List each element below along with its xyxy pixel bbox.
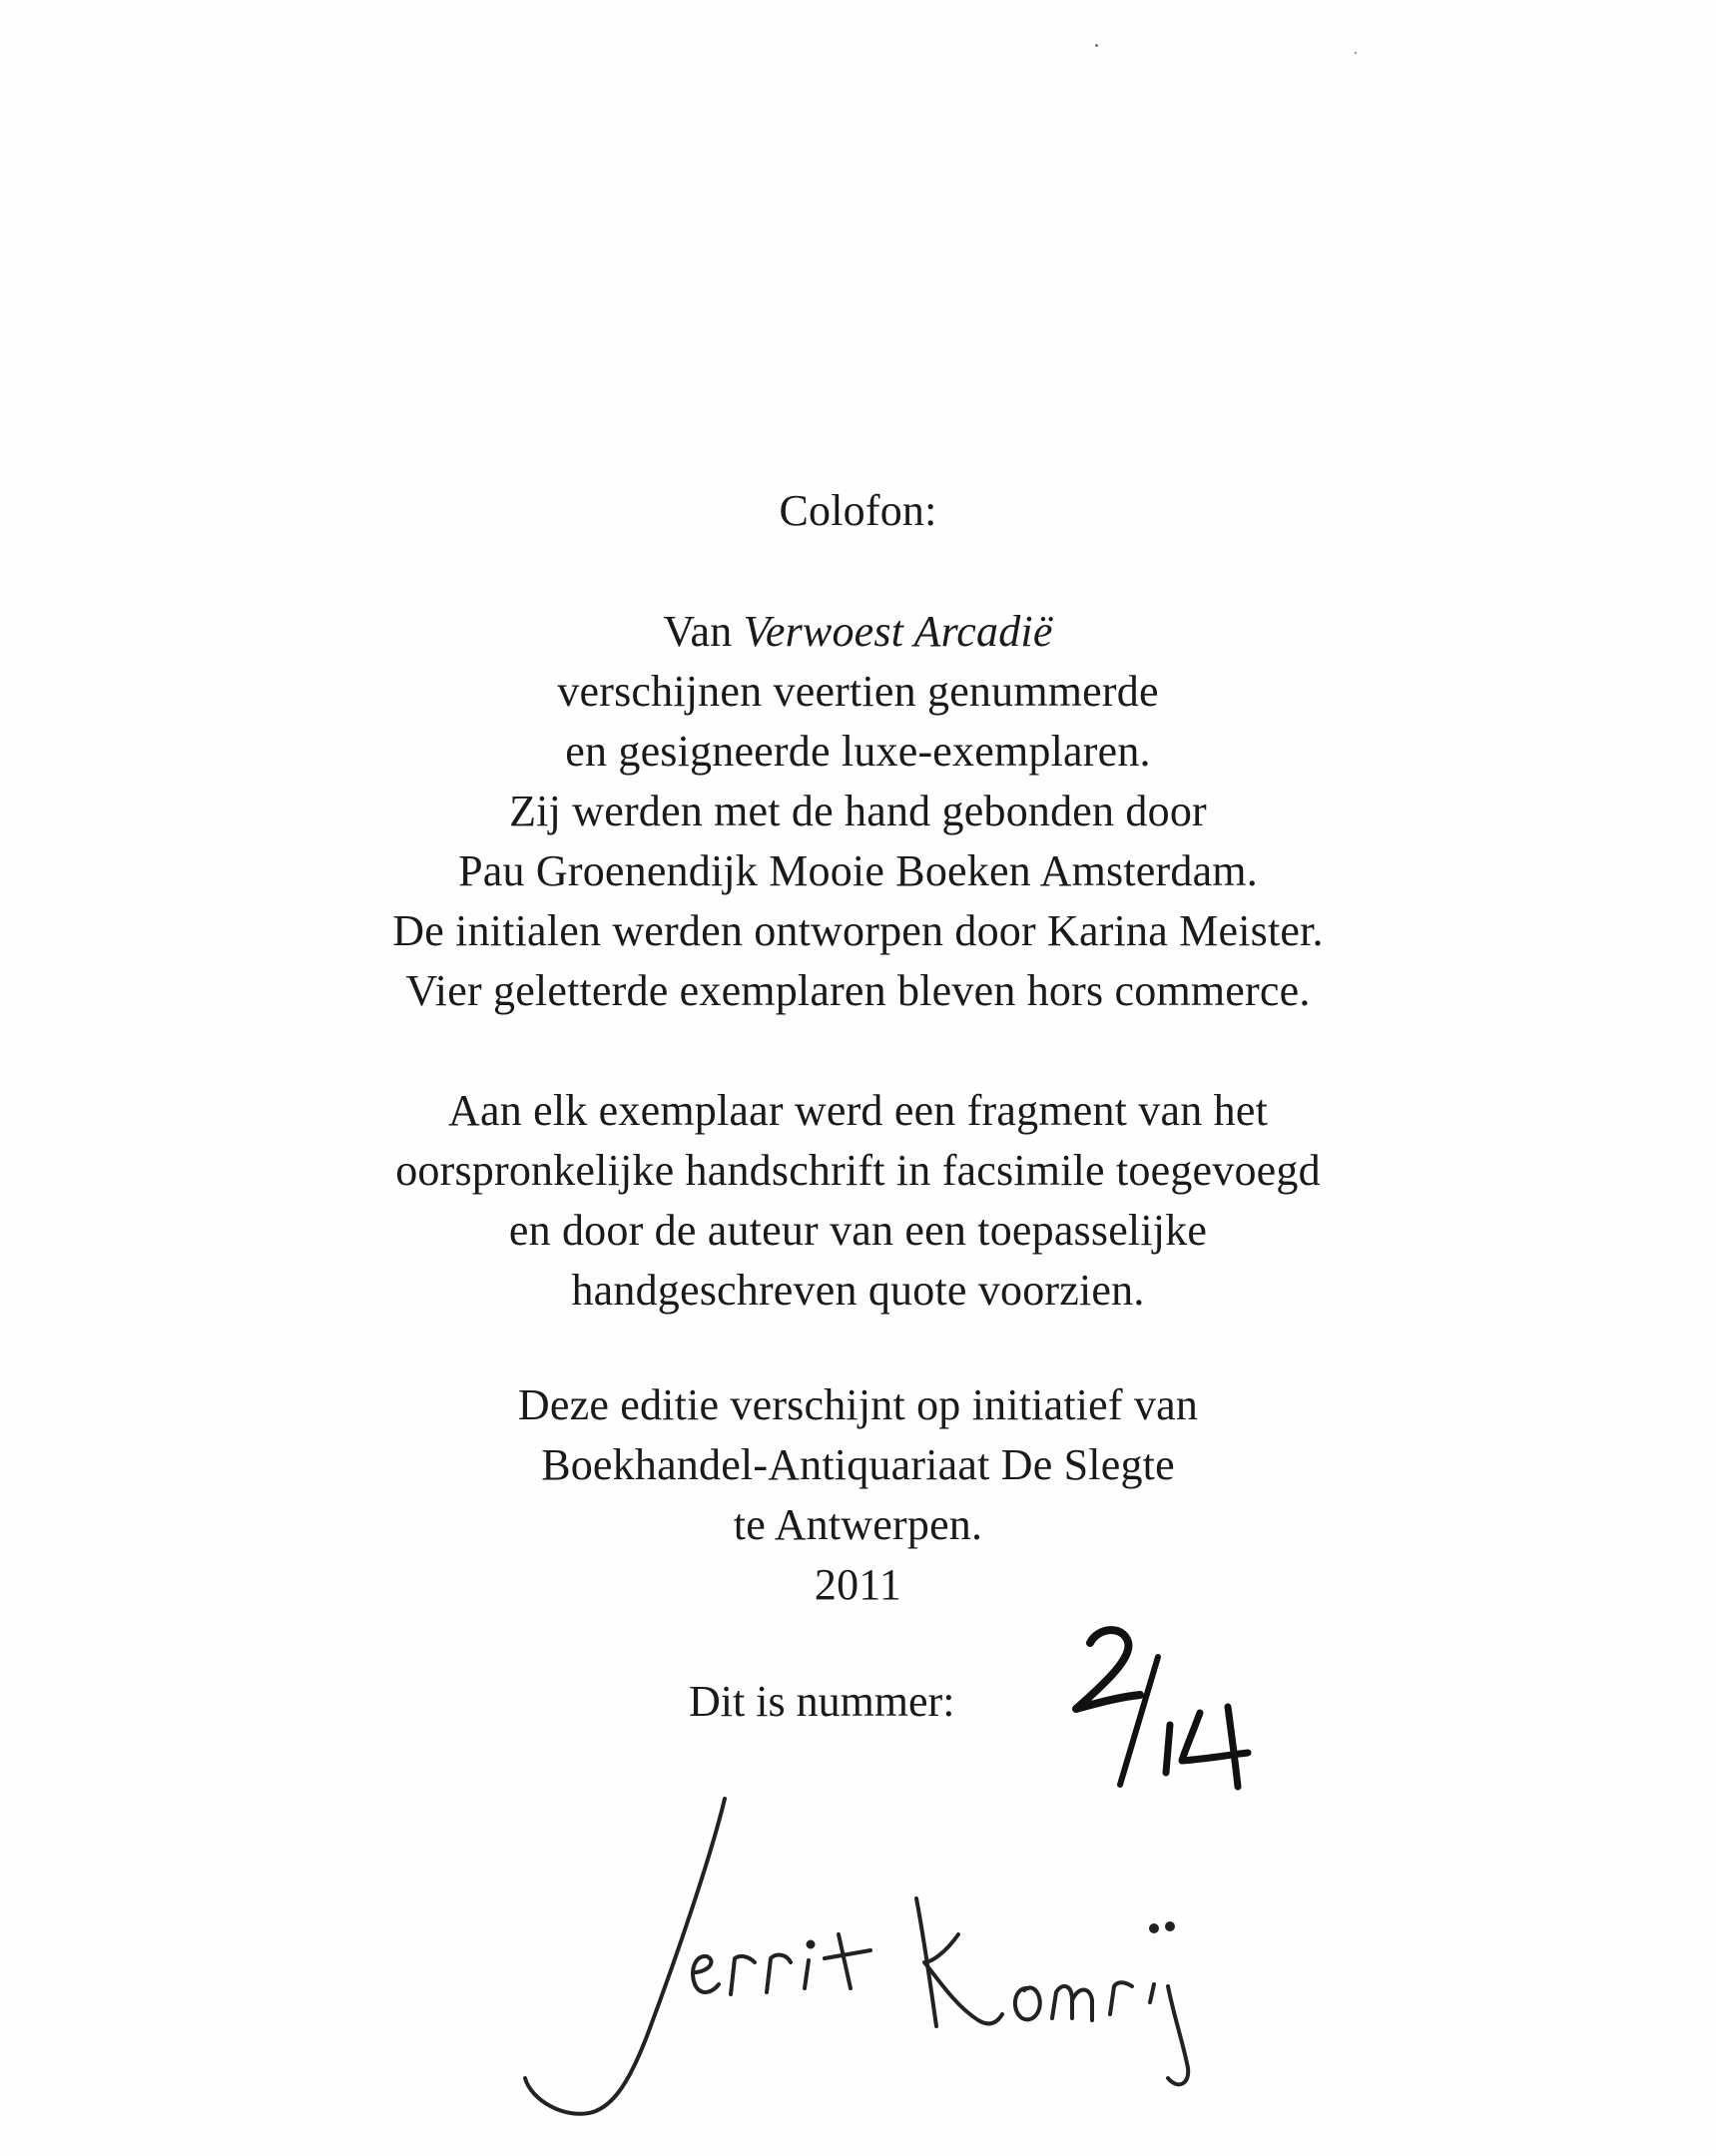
- colophon-line: handgeschreven quote voorzien.: [571, 1266, 1145, 1315]
- colophon-line: oorspronkelijke handschrift in facsimile toegevoegd: [395, 1146, 1321, 1195]
- publication-year: 2011: [814, 1560, 902, 1609]
- colophon-line: De initialen werden ontworpen door Karina Meister.: [392, 906, 1324, 955]
- colophon-line: te Antwerpen.: [733, 1500, 983, 1549]
- colophon-line: Aan elk exemplaar werd een fragment van het: [448, 1086, 1268, 1135]
- colophon-line: en door de auteur van een toepasselijke: [508, 1206, 1208, 1255]
- colophon-line: Pau Groenendijk Mooie Boeken Amsterdam.: [458, 846, 1258, 895]
- colophon-line: Deze editie verschijnt op initiatief van: [517, 1380, 1199, 1429]
- colophon-line: Boekhandel-Antiquariaat De Slegte: [541, 1440, 1175, 1489]
- copy-number-label: Dit is nummer:: [689, 1677, 955, 1726]
- book-title: Verwoest Arcadië: [743, 607, 1053, 656]
- colophon-line: Vier geletterde exemplaren bleven hors commerce.: [405, 966, 1311, 1015]
- colophon-line: Zij werden met de hand gebonden door: [509, 787, 1207, 835]
- colophon-heading-text: Colofon:: [779, 486, 937, 535]
- colophon-line-prefix: Van: [663, 607, 744, 656]
- colophon-line: en gesigneerde luxe-exemplaren.: [565, 727, 1151, 776]
- colophon-line: verschijnen veertien genummerde: [557, 667, 1159, 716]
- author-signature: [525, 1799, 1188, 2114]
- handwritten-copy-number: [1076, 1630, 1248, 1787]
